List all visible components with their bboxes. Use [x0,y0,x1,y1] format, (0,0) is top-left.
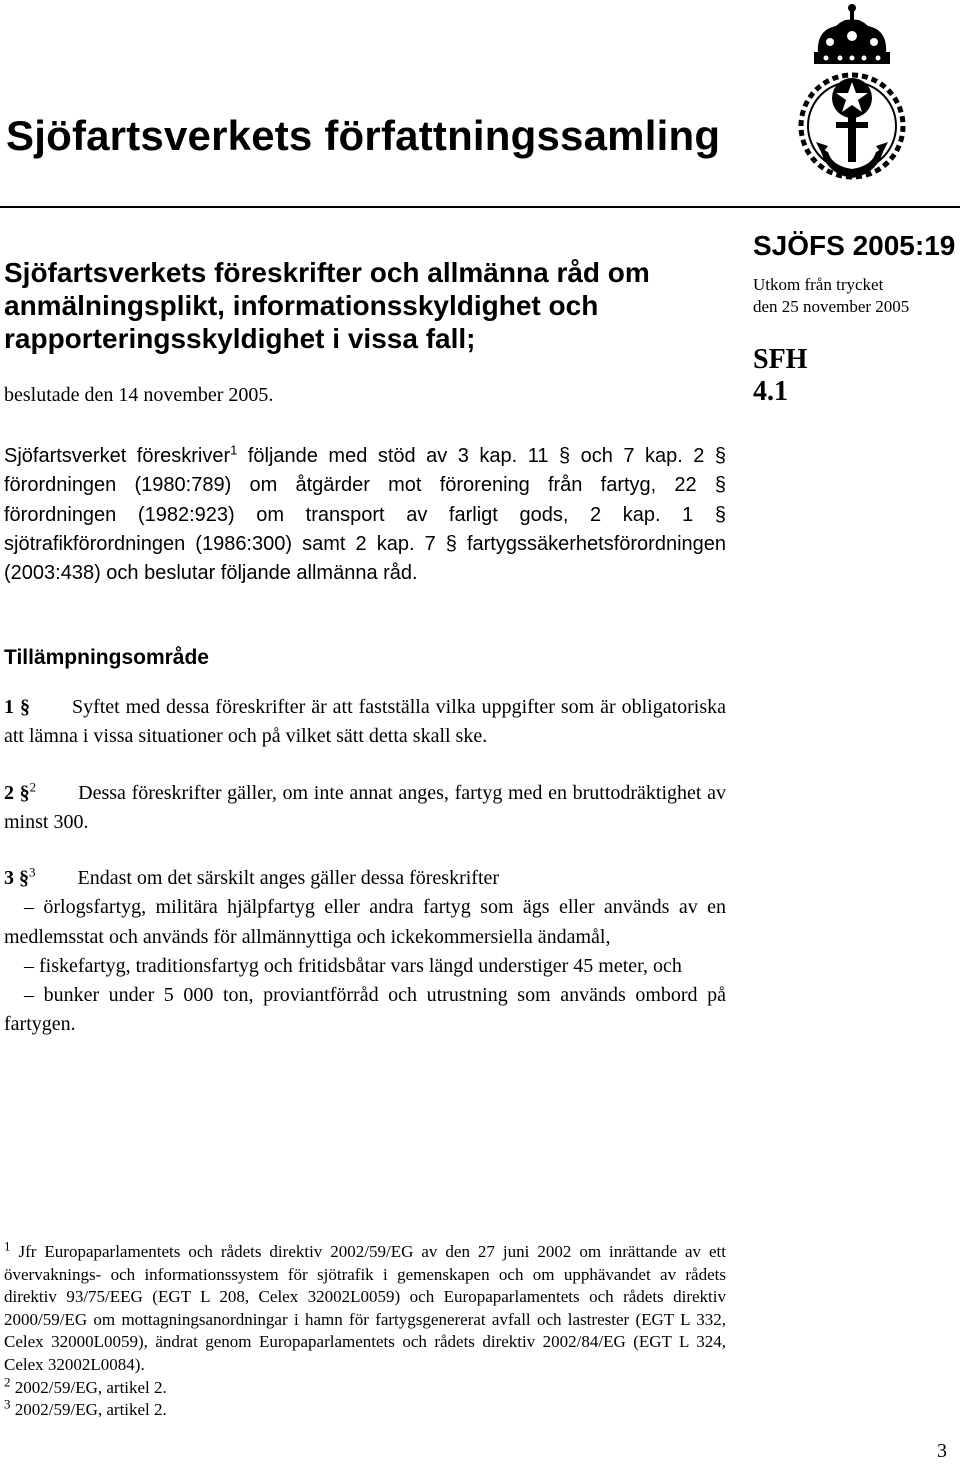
issued-info [753,274,909,318]
footnote-3-text: 2002/59/EG, artikel 2. [14,1400,167,1420]
collection-title: Sjöfartsverkets författningssamling [6,112,721,159]
list-item: – bunker under 5 000 ton, proviantförråd och utrustning som används ombord på fartygen. [4,984,726,1036]
sfh-line-2: 4.1 [753,376,788,407]
sjofs-code: SJÖFS 2005:19 [753,230,956,261]
section-1-number: 1 § [4,696,30,718]
decided-date: beslutade den 14 november 2005. [4,384,274,406]
intro-text-rest: följande med stöd av 3 kap. 11 § och 7 kap. 2 § förordningen (1980:789) om åtgärder mot förorening från fartyg, 22 § förordningen (1982:923) om transport av farligt gods, 2 kap. 1 § sjötrafikförordningen (1986:300) samt 2 kap. 7 § fartygssäkerhetsförordningen (2003:438) och beslutar följande allmänna råd. [4,445,727,585]
footnote-2-text: 2002/59/EG, artikel 2. [14,1377,167,1397]
footnote-1-text: Jfr Europaparlamentets och rådets direktiv 2002/59/EG av den 27 juni 2002 om inrättande av ett övervaknings- och informationssystem för sjötrafik i gemenskapen och om upphävandet av rådets direktiv 93/75/EEG (EGT L 208, Celex 32002L0059) och Europaparlamentets och rådets direktiv 2000/59/EG om mottagningsanordningar i hamn för fartygsgenererat avfall och lastrester (EGT L 332, Celex 32000L0059), ändrat genom Europaparlamentets och rådets direktiv 2002/84/EG (EGT L 324, Celex 32002L0084). [4,1242,727,1374]
intro-text-start: Sjöfartsverket föreskriver [4,445,231,467]
footnotes [4,1238,727,1422]
sfh-line-1: SFH [753,344,808,375]
list-item: – örlogsfartyg, militära hjälpfartyg eller andra fartyg som ägs eller används av en medlemsstat och används för allmännyttiga och ickekommersiella ändamål, [4,896,726,948]
footnote-3-number: 3 [4,1396,11,1412]
section-2-text: Dessa föreskrifter gäller, om inte annat anges, fartyg med en bruttodräktighet av minst 300. [4,782,726,834]
section-2-number: 2 § [4,782,30,804]
footnote-2 [4,1373,726,1400]
section-3-text: Endast om det särskilt anges gäller dessa föreskrifter [77,867,500,889]
footnote-3 [4,1396,726,1422]
list-item: – fiskefartyg, traditionsfartyg och fritidsbåtar vars längd understiger 45 meter, och [24,954,682,977]
section-1-text: Syftet med dessa föreskrifter är att fastställa vilka uppgifter som är obligatoriska att lämna i vissa situationer och på vilket sätt detta skall ske. [4,696,726,748]
footnote-ref-3[interactable]: 3 [29,864,36,880]
footnote-1-number: 1 [4,1238,11,1254]
footnote-2-number: 2 [4,1373,11,1389]
section-1 [4,693,726,752]
page-number: 3 [937,1440,947,1462]
section-3 [4,864,726,1040]
footnote-ref-2[interactable]: 2 [29,779,37,795]
issued-line-2: den 25 november 2005 [753,297,910,316]
footnote-ref-1[interactable]: 1 [230,442,238,458]
crowned-anchor-emblem-icon [796,2,908,192]
sfh-label [753,344,807,408]
regulation-title: Sjöfartsverkets föreskrifter och allmänna råd om anmälningsplikt, informationsskyldighet och rapporteringsskyldighet i vissa fall; [4,257,650,354]
section-2 [4,779,726,838]
issued-line-1: Utkom från trycket [753,275,884,294]
header-rule [0,206,960,208]
footnote-1 [4,1238,727,1377]
intro-paragraph [4,442,726,588]
section-3-number: 3 § [4,867,29,889]
section-heading-scope: Tillämpningsområde [4,646,209,669]
